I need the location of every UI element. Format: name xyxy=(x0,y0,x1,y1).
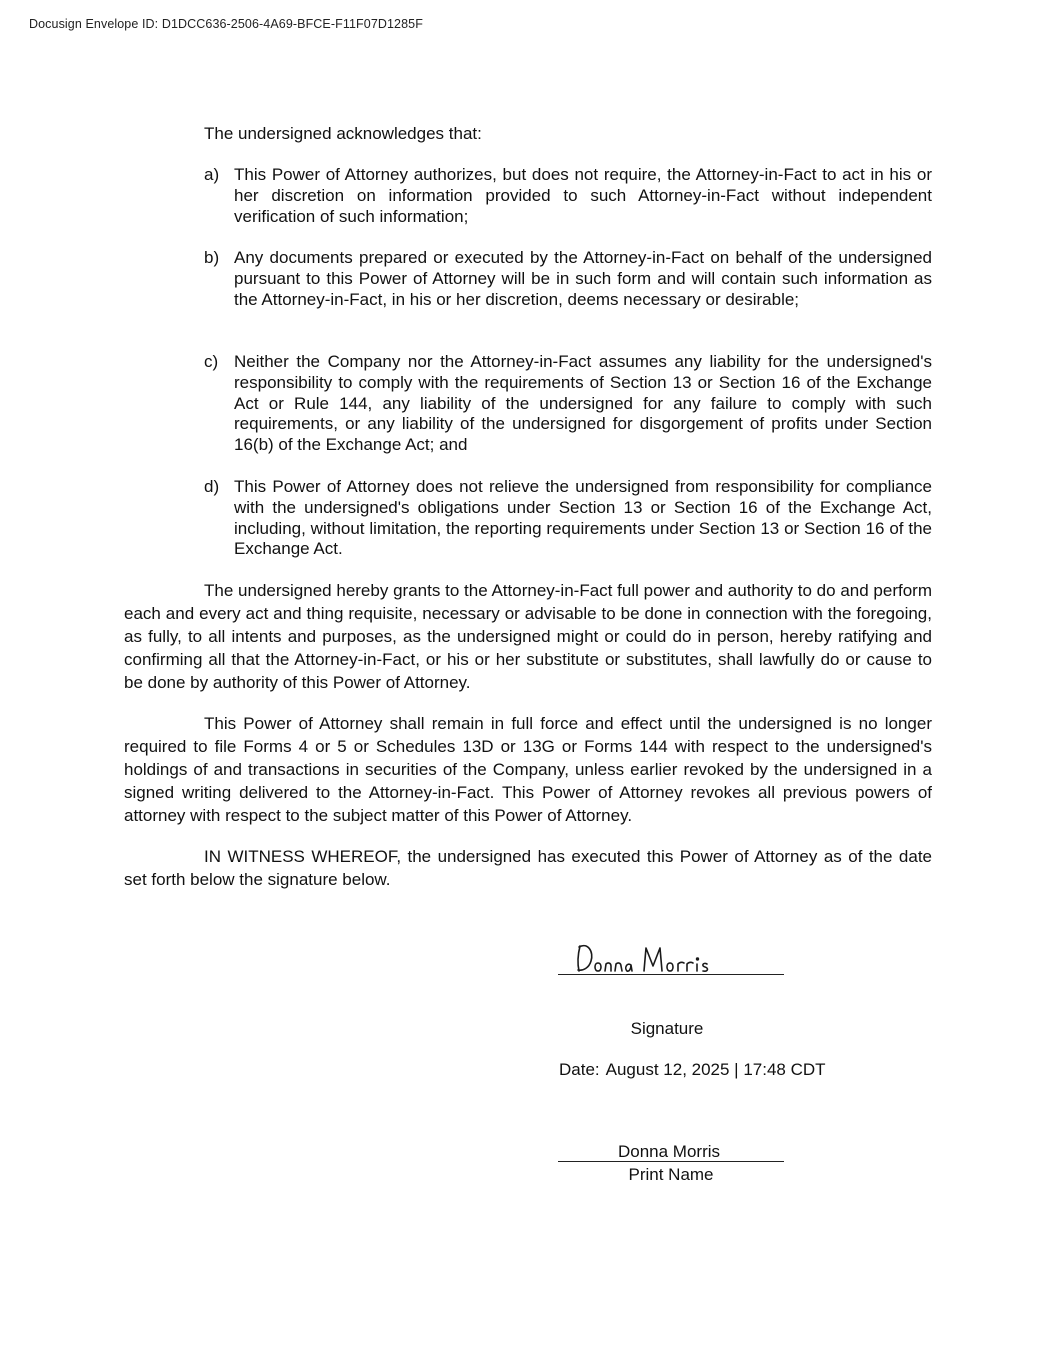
envelope-id: Docusign Envelope ID: D1DCC636-2506-4A69-BFCE-F11F07D1285F xyxy=(29,17,423,31)
list-marker: d) xyxy=(204,477,220,496)
list-item xyxy=(204,165,932,227)
list-item-text: Any documents prepared or executed by the Attorney-in-Fact on behalf of the undersigned pursuant to this Power of Attorney will be in such form and will contain such information as the Attorney-in-Fact, in his or her discretion, deems necessary or desirable; xyxy=(234,248,932,309)
list-item-text: Neither the Company nor the Attorney-in-Fact assumes any liability for the undersigned's responsibility to comply with the requirements of Section 13 or Section 16 of the Exchange Act or Rule 144, any liability of the undersigned for any failure to comply with such requirements, or any liability of the undersigned for disgorgement of profits under Section 16(b) of the Exchange Act; and xyxy=(234,352,932,455)
print-name-value: Donna Morris xyxy=(617,1142,721,1161)
list-item xyxy=(204,352,932,456)
witness-paragraph: IN WITNESS WHEREOF, the undersigned has executed this Power of Attorney as of the date set forth below the signature below. xyxy=(124,847,932,889)
list-marker: a) xyxy=(204,165,220,184)
signature-label: Signature xyxy=(630,1019,704,1038)
date-label: Date: xyxy=(559,1060,600,1079)
list-item xyxy=(204,477,932,560)
grant-paragraph: The undersigned hereby grants to the Attorney-in-Fact full power and authority to do and perform each and every act and thing requisite, necessary or advisable to be done in connection with the foregoing, as fully, to all intents and purposes, as the undersigned might or could do in person, hereby ratifying and confirming all that the Attorney-in-Fact, or his or her substitute or substitutes, shall lawfully do or cause to be done by authority of this Power of Attorney. xyxy=(124,581,932,692)
print-name-label: Print Name xyxy=(628,1165,714,1184)
list-item-text: This Power of Attorney authorizes, but does not require, the Attorney-in-Fact to act in his or her discretion on information provided to such Attorney-in-Fact without independent verification of such information; xyxy=(234,165,932,226)
handwritten-signature xyxy=(574,938,784,978)
duration-paragraph: This Power of Attorney shall remain in full force and effect until the undersigned is no longer required to file Forms 4 or 5 or Schedules 13D or 13G or Forms 144 with respect to the undersigned's holdings of and transactions in securities of the Company, unless earlier revoked by the undersigned in a signed writing delivered to the Attorney-in-Fact. This Power of Attorney revokes all previous powers of attorney with respect to the subject matter of this Power of Attorney. xyxy=(124,714,932,825)
signature-date xyxy=(559,1060,826,1080)
print-name-line xyxy=(558,1161,784,1162)
list-item xyxy=(204,248,932,310)
list-item-text: This Power of Attorney does not relieve the undersigned from responsibility for compliance with the undersigned's obligations under Section 13 or Section 16 of the Exchange Act, including, without limitation, the reporting requirements under Section 13 or Section 16 of the Exchange Act. xyxy=(234,477,932,559)
date-value: August 12, 2025 | 17:48 CDT xyxy=(605,1060,826,1079)
intro-text: The undersigned acknowledges that: xyxy=(204,124,482,143)
list-marker: c) xyxy=(204,352,219,371)
signature-line xyxy=(558,974,784,975)
list-marker: b) xyxy=(204,248,220,267)
